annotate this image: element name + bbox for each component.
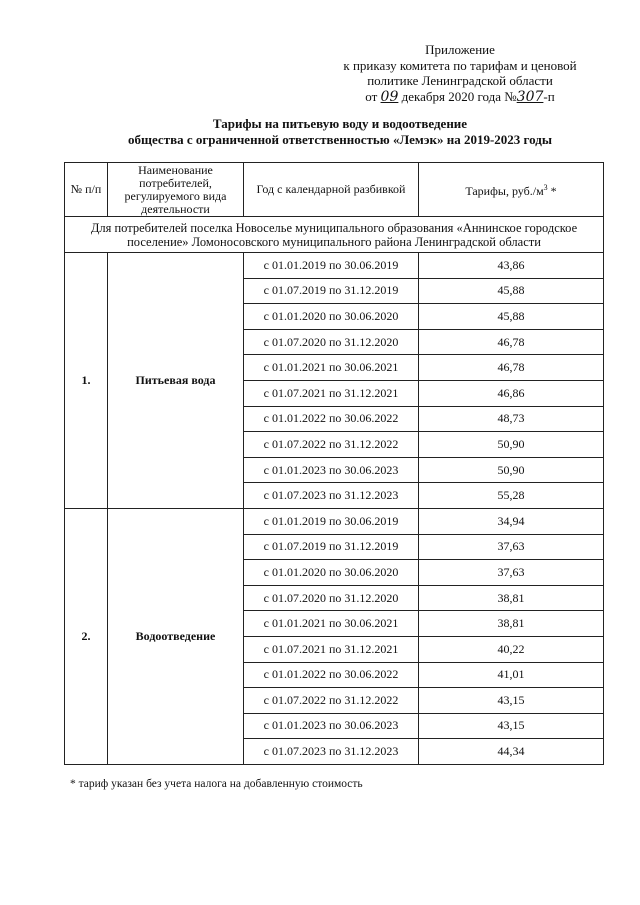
title-line: Тарифы на питьевую воду и водоотведение — [212, 116, 468, 131]
tariff-value-cell: 41,01 — [419, 662, 604, 688]
title-line: общества с ограниченной ответственностью «Лемэк» на 2019-2023 годы — [128, 132, 552, 147]
period-cell: с 01.01.2019 по 30.06.2019 — [244, 508, 419, 534]
service-name: Питьевая вода — [108, 253, 244, 509]
period-cell: с 01.07.2020 по 31.12.2020 — [244, 329, 419, 355]
table-header-row — [65, 163, 604, 217]
period-cell: с 01.01.2020 по 30.06.2020 — [244, 304, 419, 330]
period-cell: с 01.07.2022 по 31.12.2022 — [244, 432, 419, 458]
period-cell: с 01.01.2021 по 30.06.2021 — [244, 611, 419, 637]
date-middle: декабря 2020 года № — [401, 88, 517, 104]
period-cell: с 01.07.2021 по 31.12.2021 — [244, 636, 419, 662]
tariff-value-cell: 38,81 — [419, 585, 604, 611]
tariff-value-cell: 43,15 — [419, 713, 604, 739]
table-row — [65, 253, 604, 279]
period-cell: с 01.01.2019 по 30.06.2019 — [244, 253, 419, 279]
service-number: 2. — [65, 508, 108, 764]
period-cell: с 01.07.2021 по 31.12.2021 — [244, 380, 419, 406]
tariff-value-cell: 46,78 — [419, 329, 604, 355]
group-row — [65, 217, 604, 253]
period-cell: с 01.01.2020 по 30.06.2020 — [244, 560, 419, 586]
period-cell: с 01.07.2022 по 31.12.2022 — [244, 688, 419, 714]
period-cell: с 01.01.2021 по 30.06.2021 — [244, 355, 419, 381]
tariff-value-cell: 43,86 — [419, 253, 604, 279]
appendix-header — [330, 42, 590, 105]
header-num: № п/п — [65, 163, 108, 217]
tariff-value-cell: 34,94 — [419, 508, 604, 534]
handwritten-order-number: 307 — [516, 88, 544, 105]
tariff-value-cell: 44,34 — [419, 739, 604, 765]
tariff-value-cell: 38,81 — [419, 611, 604, 637]
service-number: 1. — [65, 253, 108, 509]
period-cell: с 01.01.2022 по 30.06.2022 — [244, 662, 419, 688]
group-label: Для потребителей поселка Новоселье муниципального образования «Аннинское городское поселение» Ломоносовского муниципального района Ленинградской области — [65, 217, 604, 253]
date-prefix: от — [365, 88, 378, 104]
tariff-value-cell: 43,15 — [419, 688, 604, 714]
period-cell: с 01.01.2023 по 30.06.2023 — [244, 713, 419, 739]
service-name: Водоотведение — [108, 508, 244, 764]
tariff-value-cell: 37,63 — [419, 560, 604, 586]
period-cell: с 01.07.2023 по 31.12.2023 — [244, 739, 419, 765]
tariff-value-cell: 37,63 — [419, 534, 604, 560]
tariff-value-cell: 45,88 — [419, 304, 604, 330]
header-consumer: Наименование потребителей, регулируемого вида деятельности — [108, 163, 244, 217]
appendix-line: к приказу комитета по тарифам и ценовой — [343, 57, 577, 73]
tariff-value-cell: 55,28 — [419, 483, 604, 509]
appendix-date — [330, 89, 590, 106]
handwritten-day: 09 — [380, 88, 399, 105]
document-title — [60, 116, 620, 148]
period-cell: с 01.01.2023 по 30.06.2023 — [244, 457, 419, 483]
period-cell: с 01.07.2019 по 31.12.2019 — [244, 278, 419, 304]
tariff-value-cell: 46,78 — [419, 355, 604, 381]
period-cell: с 01.07.2020 по 31.12.2020 — [244, 585, 419, 611]
tariff-value-cell: 50,90 — [419, 432, 604, 458]
tariff-value-cell: 50,90 — [419, 457, 604, 483]
period-cell: с 01.01.2022 по 30.06.2022 — [244, 406, 419, 432]
appendix-title: Приложение — [425, 42, 495, 57]
table-row — [65, 508, 604, 534]
tariff-value-cell: 45,88 — [419, 278, 604, 304]
tariff-value-cell: 48,73 — [419, 406, 604, 432]
footnote: * тариф указан без учета налога на добавленную стоимость — [70, 778, 363, 790]
appendix-line: политике Ленинградской области — [367, 73, 553, 88]
tariff-table — [64, 162, 604, 765]
date-suffix: -п — [543, 88, 555, 104]
tariff-value-cell: 40,22 — [419, 636, 604, 662]
period-cell: с 01.07.2023 по 31.12.2023 — [244, 483, 419, 509]
header-period: Год с календарной разбивкой — [244, 163, 419, 217]
header-tariff: Тарифы, $руб./м^3$ * — [419, 163, 604, 217]
tariff-value-cell: 46,86 — [419, 380, 604, 406]
period-cell: с 01.07.2019 по 31.12.2019 — [244, 534, 419, 560]
